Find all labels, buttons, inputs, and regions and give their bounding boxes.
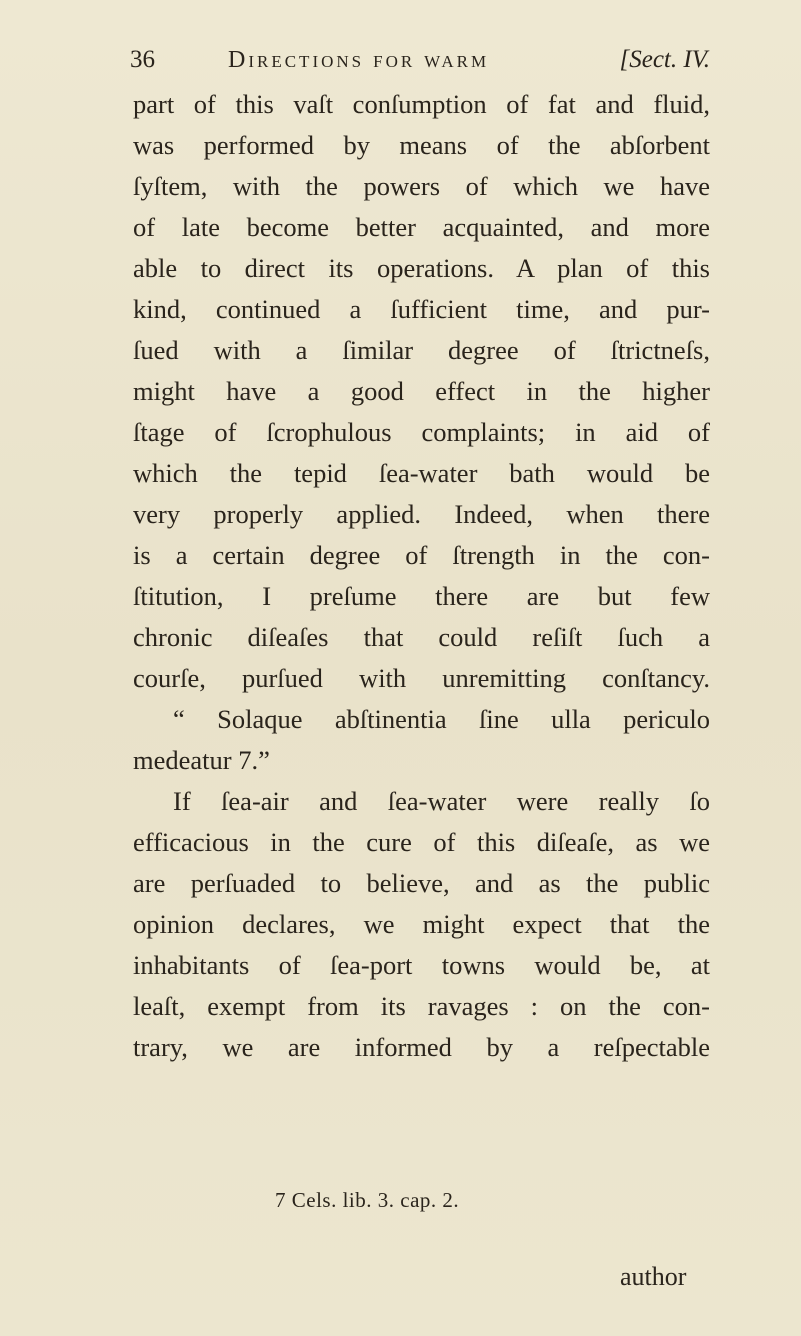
catchword: author — [620, 1262, 687, 1291]
text-line: is a certain degree of ſtrength in the con- — [133, 540, 710, 570]
text-line: was performed by means of the abſorbent — [133, 130, 710, 160]
text-line: medeatur 7.” — [133, 745, 270, 775]
text-line: chronic diſeaſes that could reſiſt ſuch a — [133, 622, 710, 652]
text-line: might have a good effect in the higher — [133, 376, 710, 406]
text-line: are perſuaded to believe, and as the public — [133, 868, 710, 898]
body-text — [133, 84, 710, 1068]
text-line: part of this vaſt conſumption of fat and fluid, — [133, 89, 710, 119]
text-line: kind, continued a ſufficient time, and pur- — [133, 294, 710, 324]
text-line: If ſea-air and ſea-water were really ſo — [173, 786, 710, 816]
section-reference: [Sect. IV. — [619, 46, 710, 73]
text-line: ſyſtem, with the powers of which we have — [133, 171, 710, 201]
text-line: ſtage of ſcrophulous complaints; in aid of — [133, 417, 710, 447]
text-line: able to direct its operations. A plan of this — [133, 253, 710, 283]
text-line: which the tepid ſea-water bath would be — [133, 458, 710, 488]
text-line: of late become better acquainted, and more — [133, 212, 710, 242]
text-line: leaſt, exempt from its ravages : on the con- — [133, 991, 710, 1021]
page-header — [130, 40, 710, 80]
text-line: “ Solaque abſtinentia ſine ulla periculo — [173, 704, 710, 734]
text-line: inhabitants of ſea-port towns would be, at — [133, 950, 710, 980]
footnote: 7 Cels. lib. 3. cap. 2. — [275, 1188, 460, 1212]
text-line: trary, we are informed by a reſpectable — [133, 1032, 710, 1062]
text-line: ſued with a ſimilar degree of ſtrictneſs, — [133, 335, 710, 365]
running-head: Directions for warm — [228, 47, 490, 73]
text-line: efficacious in the cure of this diſeaſe, as we — [133, 827, 710, 857]
text-line: ſtitution, I preſume there are but few — [133, 581, 710, 611]
text-line: opinion declares, we might expect that the — [133, 909, 710, 939]
text-line: courſe, purſued with unremitting conſtancy. — [133, 663, 710, 693]
text-line: very properly applied. Indeed, when there — [133, 499, 710, 529]
page-number: 36 — [130, 46, 155, 73]
